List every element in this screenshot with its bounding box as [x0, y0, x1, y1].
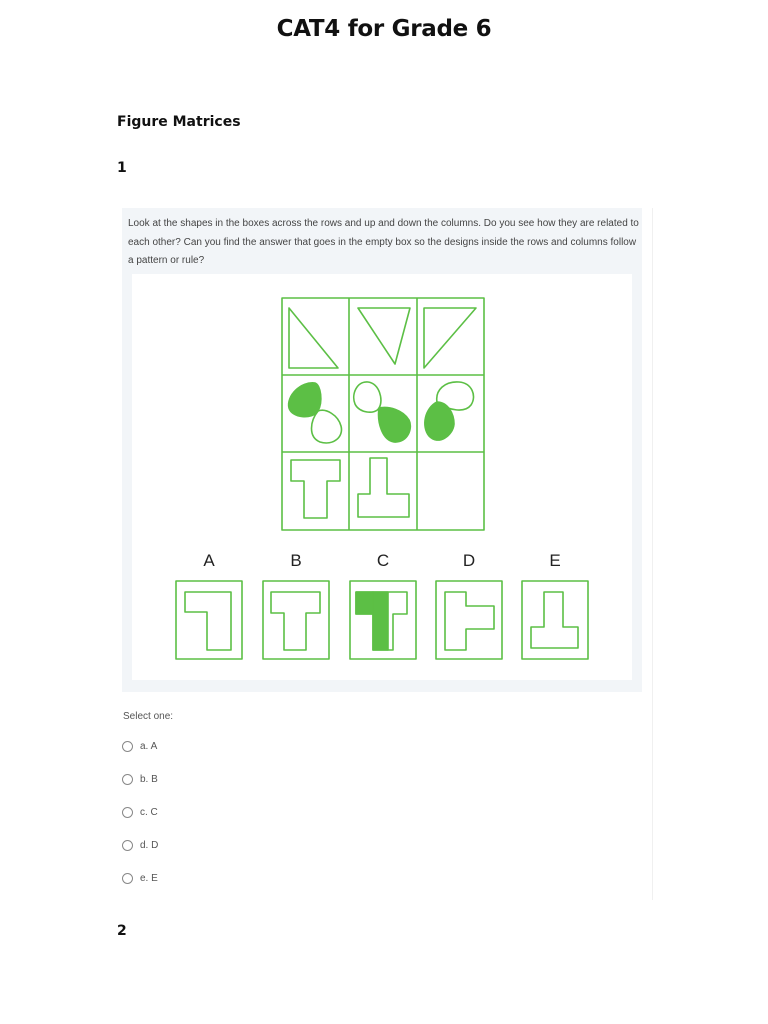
- option-c[interactable]: [122, 802, 158, 822]
- answer-box-c: [350, 581, 416, 659]
- radio-circle-icon[interactable]: [122, 873, 133, 884]
- cell-r3c1-t-shape: [291, 460, 340, 518]
- option-label: a. A: [140, 740, 158, 752]
- option-d[interactable]: [122, 835, 158, 855]
- section-title: Figure Matrices: [117, 114, 241, 130]
- cell-r1c3-triangle: [424, 308, 476, 368]
- answer-letter-a: A: [203, 551, 215, 570]
- answer-box-d: [436, 581, 502, 659]
- cell-r2c2-blob: [354, 382, 411, 442]
- answer-box-b: [263, 581, 329, 659]
- radio-circle-icon[interactable]: [122, 774, 133, 785]
- radio-circle-icon[interactable]: [122, 807, 133, 818]
- option-label: e. E: [140, 872, 158, 884]
- document-title: CAT4 for Grade 6: [276, 16, 492, 42]
- figure-matrix-svg: [132, 274, 632, 680]
- radio-circle-icon[interactable]: [122, 840, 133, 851]
- cell-r3c2-t-shape: [358, 458, 409, 517]
- quiz-panel: [122, 208, 653, 900]
- cell-r1c1-triangle: [289, 308, 338, 368]
- answer-letter-d: D: [462, 551, 476, 570]
- answer-letter-e: E: [549, 551, 561, 570]
- question-box: [122, 208, 642, 692]
- option-a[interactable]: [122, 736, 157, 756]
- select-one-label: Select one:: [123, 711, 174, 722]
- option-label: d. D: [140, 839, 159, 851]
- answer-letter-c: C: [376, 551, 390, 570]
- answer-letter-b: B: [290, 551, 302, 570]
- figure-card: [132, 274, 632, 680]
- cell-r1c2-triangle: [358, 308, 410, 364]
- answer-box-a: [176, 581, 242, 659]
- question-prompt: Look at the shapes in the boxes across the rows and up and down the columns. Do you see how they are related to each other? Can you find the answer that goes in the empty box so the designs inside the rows and columns follow a pattern or rule?: [128, 218, 639, 266]
- option-label: c. C: [140, 806, 158, 818]
- option-e[interactable]: [122, 868, 158, 888]
- radio-circle-icon[interactable]: [122, 741, 133, 752]
- question-number-1: 1: [117, 160, 127, 176]
- option-label: b. B: [140, 773, 158, 785]
- option-b[interactable]: [122, 769, 158, 789]
- cell-r2c3-blob: [425, 382, 474, 440]
- question-number-2: 2: [117, 923, 127, 939]
- cell-r2c1-blob: [289, 383, 342, 443]
- answer-box-e: [522, 581, 588, 659]
